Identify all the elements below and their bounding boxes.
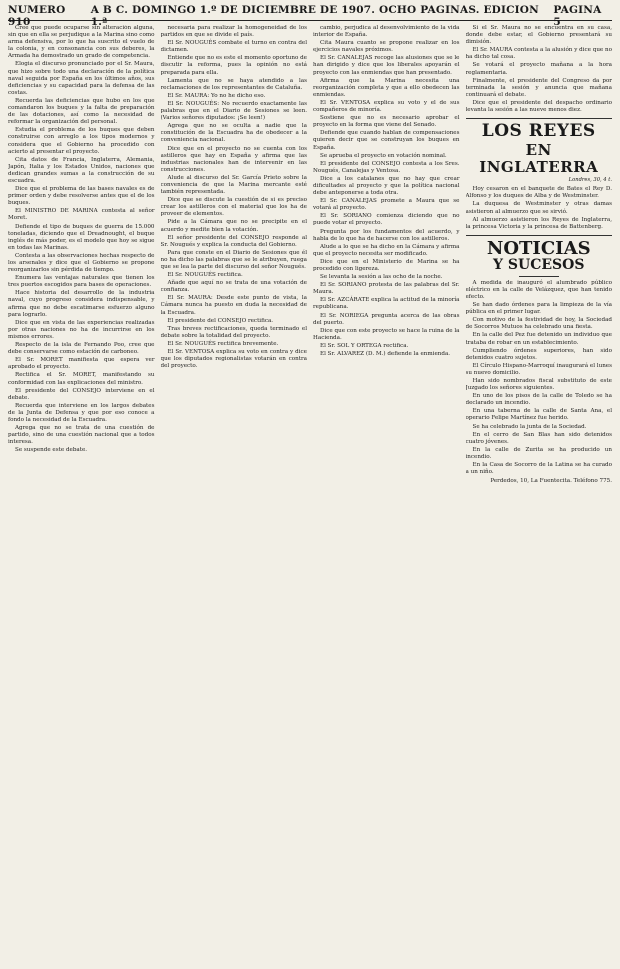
paragraph: El Sr. MORET manifiesta que espera ver aprobado el proyecto. — [8, 357, 155, 371]
paragraph: El Sr. SOL Y ORTEGA rectifica. — [320, 342, 409, 349]
paragraph: Para que conste en el Diario de Sesiones que él no ha dicho las palabras que se le atribuyen, ruega que se lea la parte del discurso del señor Nougués. — [160, 249, 307, 270]
paragraph: En una taberna de la calle de Santa Ana, el operario Felipe Martínez fue herido. — [465, 408, 612, 422]
paragraph: El Sr. SORIANO protesta de las palabras del Sr. Maura. — [313, 282, 460, 296]
paragraph: Hace historia del desarrollo de la industria naval, cuyo progreso considera indispensable, y afirma que no debe escatimarse esfuerzo alguno para lograrlo. — [8, 290, 155, 318]
kings-headline: LOS REYES — [481, 121, 596, 142]
paragraph: Agrega que no se oculta a nadie que la constitución de la Escuadra ha de obedecer a la conveniencia nacional. — [160, 123, 307, 144]
paragraph: Hoy cesaron en el banquete de Bates el Rey D. Alfonso y los duques de Alba y de Westminster. — [465, 186, 612, 200]
paragraph: El presidente del CONSEJO interviene en el debate. — [8, 387, 155, 401]
divider — [466, 118, 613, 119]
paragraph: El Sr. VENTOSA explica su voto en contra y dice que los diputados regionalistas votarán en contra del proyecto. — [160, 349, 307, 370]
paragraph: El Sr. CANALEJAS recoge las alusiones que se le han dirigido y dice que los liberales apoyarán el proyecto con las enmiendas que han presentado. — [313, 55, 460, 76]
paragraph: Se han dado órdenes para la limpieza de la vía pública en el primer lugar. — [465, 302, 612, 316]
paragraph: Afirma que la Marina necesita una reorganización completa y que a ello obedecen las enmiendas. — [313, 77, 460, 98]
paragraph: Dice que con este proyecto se hace la ruina de la Hacienda. — [313, 327, 460, 341]
paragraph: En el cerro de San Blas han sido detenidos cuatro jóvenes. — [465, 431, 612, 445]
paragraph: Se levanta la sesión a las ocho de la noche. — [320, 274, 443, 281]
column-2 — [161, 25, 308, 960]
paragraph: El Sr. MAURA contesta a la alusión y dice que no ha dicho tal cosa. — [465, 47, 612, 61]
column-4-top — [466, 25, 613, 114]
paragraph: El Sr. NORIEGA pregunta acerca de las obras del puerto. — [313, 312, 460, 326]
column-3 — [313, 25, 460, 960]
paragraph: Enumera las ventajas naturales que tienen los tres puertos escogidos para bases de operaciones. — [8, 275, 155, 289]
news-article — [466, 280, 613, 476]
paragraph: Lamenta que no se haya atendido a las reclamaciones de los representantes de Cataluña. — [160, 77, 307, 91]
paragraph: Contesta a las observaciones hechas respecto de los arsenales y dice que el Gobierno se propone reorganizarlos sin pérdida de tiempo. — [8, 252, 155, 274]
paragraph: El Sr. VENTOSA explica su voto y el de sus compañeros de minoría. — [313, 99, 460, 114]
paragraph: El Sr. NOUGUÉS rectifica brevemente. — [167, 340, 279, 347]
masthead-title: A B C. DOMINGO 1.º DE DICIEMBRE DE 1907. OCHO PAGINAS. EDICION 1.ª — [90, 4, 539, 28]
paragraph: Dice que en vista de las experiencias realizadas por otras naciones no ha de incurrirse en los mismos errores. — [8, 319, 155, 340]
paragraph: Dice a los catalanes que no hay que crear dificultades al proyecto y que la política nacional debe anteponerse a toda otra. — [313, 175, 460, 197]
divider — [519, 276, 559, 277]
paragraph: Han sido nombrados fiscal substituto de este Juzgado los señores siguientes. — [465, 378, 612, 392]
paragraph: Pregunta por los fundamentos del acuerdo, y habla de lo que ha de hacerse con los astilleros. — [313, 228, 460, 242]
paragraph: El Sr. MAURA: Desde este punto de vista, la Cámara nunca ha puesto en duda la necesidad de la Escuadra. — [160, 295, 307, 316]
paragraph: Tras breves rectificaciones, queda terminado el debate sobre la totalidad del proyecto. — [160, 325, 307, 339]
paragraph: Recuerda las deficiencias que hubo en los que comandaron los buques y la falta de preparación de las dotaciones, así como la necesidad de reformar la organización del personal. — [8, 97, 155, 126]
paragraph: Se votará el proyecto mañana a la hora reglamentaria. — [465, 62, 612, 76]
news-subheadline: Y SUCESOS — [493, 256, 585, 273]
paragraph: Al almuerzo asistieron los Reyes de Inglaterra, la princesa Victoria y la princesa de Battenberg. — [465, 216, 612, 230]
paragraph: Dice que se discute la cuestión de si es preciso crear los astilleros con el material que los ha de proveer de elementos. — [160, 197, 307, 218]
paragraph: Alude a lo que se ha dicho en la Cámara y afirma que el proyecto necesita ser modificado. — [313, 243, 460, 257]
paragraph: Añade que aquí no se trata de una votación de confianza. — [160, 280, 307, 294]
paragraph: El señor presidente del CONSEJO responde al Sr. Nougués y explica la conducta del Gobierno. — [160, 234, 307, 248]
paragraph: Finalmente, el presidente del Congreso da por terminada la sesión y anuncia que mañana continuará el debate. — [465, 77, 612, 98]
paragraph: Cita Maura cuanto se propone realizar en los ejercicios navales próximos. — [313, 40, 460, 54]
paragraph: Dice que el problema de las bases navales es de primer orden y debe resolverse antes que el de los buques. — [8, 186, 155, 207]
paragraph: Con motivo de la festividad de hoy, la Sociedad de Socorros Mutuos ha celebrado una fiesta. — [465, 317, 612, 331]
paragraph: Cree que puede ocuparse sin alteración alguna, sin que en ella se perjudique a la Marina sino como arma defensiva, por lo que ha suscrito el vuelo de la colonia, y en consonancia con sus deberes, la Armada ha demostrado un grado de competencia. — [8, 25, 155, 60]
paragraph: El Sr. MAURA: Yo no he dicho eso. — [167, 92, 266, 99]
paragraph: Se aprueba el proyecto en votación nominal. — [320, 152, 447, 159]
issue-number: NUMERO 910 — [8, 4, 66, 28]
paragraph: Dice que el presidente del despacho ordinario levanta la sesión a las nueve menos diez. — [465, 99, 612, 114]
paragraph: El Sr. CANALEJAS promete a Maura que se votará al proyecto. — [313, 198, 460, 212]
columns — [8, 25, 612, 960]
paragraph: Si el Sr. Maura no se encuentra en su casa, donde debe estar, el Gobierno presentará su dimisión. — [465, 25, 612, 46]
kings-headline-2: EN INGLATERRA — [479, 141, 599, 177]
kings-dateline: Londres, 30, 4 t. — [568, 177, 612, 184]
paragraph: Respecto de la isla de Fernando Poo, cree que debe conservarse como estación de carboneo. — [8, 342, 155, 356]
paragraph: En la calle del Pez fue detenido un individuo que trataba de robar en un establecimiento. — [465, 332, 612, 346]
paragraph: Entiende que no es este el momento oportuno de discutir la reforma, pues la opinión no está preparada para ella. — [160, 55, 307, 76]
paragraph: El Sr. NOUGUÉS: No recuerdo exactamente las palabras que en el Diario de Sesiones se leen. (Varios señores diputados: ¡Se leen!) — [160, 100, 307, 122]
paragraph: La duquesa de Westminster y otras damas asistieron al almuerzo que se sirvió. — [465, 201, 612, 215]
paragraph: Dice que en el Ministerio de Marina se ha procedido con ligereza. — [313, 258, 460, 272]
paragraph: El presidente del CONSEJO rectifica. — [167, 317, 274, 324]
paragraph: El Sr. NOUGUÉS combate el turno en contra del dictamen. — [160, 40, 307, 54]
paragraph: El presidente del CONSEJO contesta a los Sres. Nougués, Canalejas y Ventosa. — [313, 160, 460, 174]
paragraph: En uno de los pisos de la calle de Toledo se ha declarado un incendio. — [465, 393, 612, 407]
column-1 — [8, 25, 155, 960]
paragraph: Dice que en el proyecto no se cuenta con los astilleros que hay en España y afirma que las industrias nacionales han de intervenir en las construcciones. — [160, 145, 307, 173]
column-4 — [466, 25, 613, 960]
paragraph: Se ha celebrado la junta de la Sociedad. — [472, 423, 587, 430]
paragraph: Estudia el problema de los buques que deben construirse con arreglo a los tipos modernos y considera que el Gobierno ha procedido con acierto al presentar el proyecto. — [8, 127, 155, 155]
paragraph: Sostiene que no es necesario aprobar el proyecto en la forma que viene del Senado. — [313, 115, 460, 129]
paragraph: necesaria para realizar la homogeneidad de los partidos en que se divide el país. — [160, 25, 307, 39]
paragraph: En la calle de Zurita se ha producido un incendio. — [465, 446, 612, 460]
paragraph: cambio, perjudica al desenvolvimiento de la vida interior de España. — [313, 25, 460, 39]
page-number: PAGINA 5 — [553, 4, 602, 28]
paragraph: Recuerda que interviene en los largos debates de la Junta de Defensa y que por eso conoce a fondo la necesidad de la Escuadra. — [8, 402, 155, 423]
paragraph: Defiende el tipo de buques de guerra de 15.000 toneladas, diciendo que el Dreadnought, el buque inglés de más poder, es el modelo que hoy se sigue en todas las Marinas. — [8, 223, 155, 251]
paragraph: Elogia el discurso pronunciado por el Sr. Maura, que hizo sobre todo una declaración de la política naval seguida por España en los últimos años, sus deficiencias y su capacidad para la defensa de las costas. — [8, 61, 155, 96]
kings-article — [466, 186, 613, 231]
paragraph: El Sr. SORIANO comienza diciendo que no puede votar el proyecto. — [313, 213, 460, 227]
paragraph: Defiende que cuando hablan de compensaciones quieren decir que se construyan los buques en España. — [313, 130, 460, 151]
paragraph: Se suspende este debate. — [15, 447, 88, 454]
paragraph: El Sr. ALVAREZ (D. M.) defiende la enmienda. — [320, 351, 451, 358]
paragraph: Rectifica el Sr. MORET, manifestando su conformidad con las explicaciones del ministro. — [8, 372, 155, 386]
news-headline: NOTICIAS — [486, 237, 591, 259]
footer-address: Perdedos, 10, La Fuentecita. Teléfono 775. — [490, 478, 612, 485]
paragraph: Agrega que no se trata de una cuestión de partido, sino de una cuestión nacional que a todos interesa. — [8, 425, 155, 446]
paragraph: El Sr. NOUGUÉS rectifica. — [167, 272, 243, 279]
masthead — [8, 4, 612, 28]
divider — [466, 235, 613, 236]
paragraph: Cumpliendo órdenes superiores, han sido detenidos cuatro sujetos. — [465, 347, 612, 361]
paragraph: Cita datos de Francia, Inglaterra, Alemania, Japón, Italia y los Estados Unidos, naciones que dedican grandes sumas a la construcción de su escuadra. — [8, 156, 155, 184]
paragraph: Pide a la Cámara que no se precipite en el acuerdo y medite bien la votación. — [160, 219, 307, 233]
paragraph: A medida de inauguró el alumbrado público eléctrico en la calle de Velázquez, que han tenido efecto. — [465, 279, 612, 300]
paragraph: El Sr. AZCÁRATE explica la actitud de la minoría republicana. — [313, 297, 460, 311]
paragraph: El Círculo Hispano-Marroquí inaugurará el lunes su nuevo domicilio. — [465, 362, 612, 376]
paragraph: Alude al discurso del Sr. García Prieto sobre la conveniencia de que la Marina mercante esté también representada. — [160, 174, 307, 196]
paragraph: En la Casa de Socorro de la Latina se ha curado a un niño. — [465, 462, 612, 476]
paragraph: El MINISTRO DE MARINA contesta al señor Moret. — [8, 208, 155, 222]
